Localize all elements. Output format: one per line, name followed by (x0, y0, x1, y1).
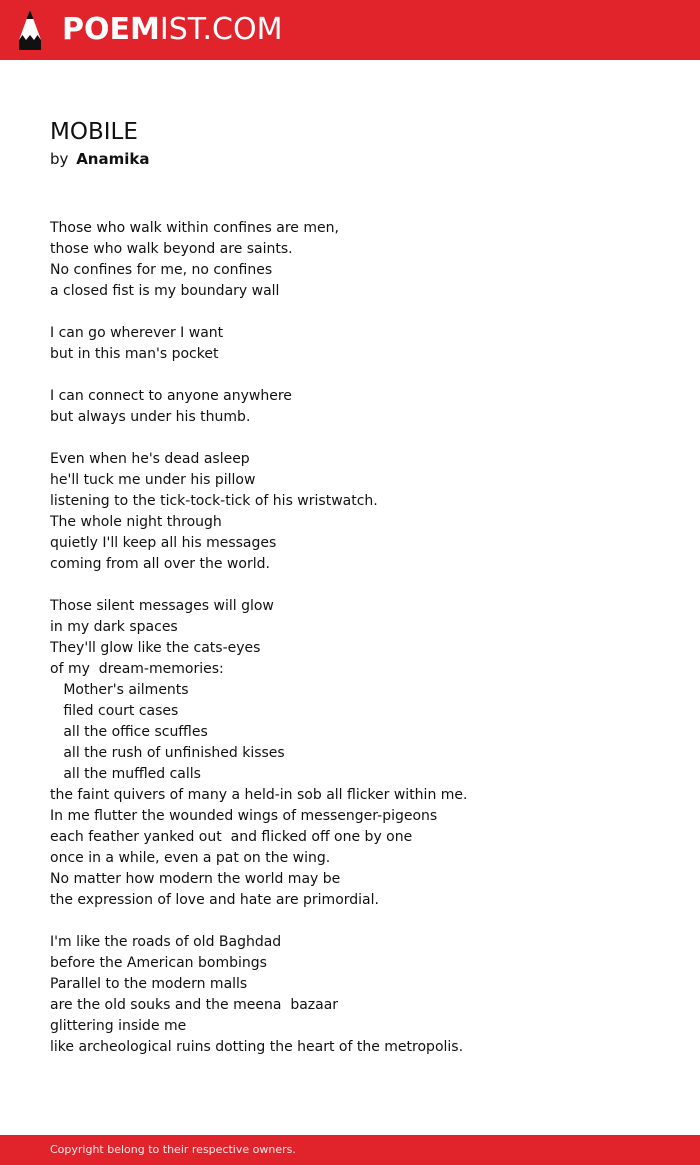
pencil-tip-icon[interactable] (18, 9, 42, 51)
poem-line: filed court cases (50, 703, 179, 719)
footer-copyright: Copyright belong to their respective owners. (50, 1143, 296, 1156)
poem-line: all the office scuffles (50, 724, 208, 740)
logo-brand-bold: POEM (62, 12, 160, 47)
stanza-break (50, 302, 670, 323)
poem-line: each feather yanked out and flicked off one by one (50, 829, 413, 845)
poem-line: like archeological ruins dotting the heart of the metropolis. (50, 1039, 464, 1055)
poem-line: Those who walk within confines are men, (50, 220, 339, 236)
stanza-break (50, 365, 670, 386)
poem-line: They'll glow like the cats-eyes (50, 640, 261, 656)
logo-brand-rest: IST.COM (159, 12, 283, 47)
poem-line: before the American bombings (50, 955, 267, 971)
poem-line: all the muffled calls (50, 766, 201, 782)
poem-line: Mother's ailments (50, 682, 189, 698)
poem-byline (50, 148, 149, 170)
poem-line: In me flutter the wounded wings of messenger-pigeons (50, 808, 438, 824)
poem-line: No confines for me, no confines (50, 262, 273, 278)
poem-line: I can connect to anyone anywhere (50, 388, 292, 404)
poem-line: the expression of love and hate are primordial. (50, 892, 379, 908)
poem-line: No matter how modern the world may be (50, 871, 341, 887)
poem-line: a closed fist is my boundary wall (50, 283, 280, 299)
site-footer (0, 1135, 700, 1165)
poem-line: Parallel to the modern malls (50, 976, 248, 992)
poem-line: are the old souks and the meena bazaar (50, 997, 339, 1013)
poem-line: I can go wherever I want (50, 325, 224, 341)
poem-line: I'm like the roads of old Baghdad (50, 934, 282, 950)
site-logo-link[interactable] (62, 12, 282, 48)
poem-line: coming from all over the world. (50, 556, 270, 572)
by-label: by (50, 150, 69, 168)
poem-line: once in a while, even a pat on the wing. (50, 850, 331, 866)
poem-line: The whole night through (50, 514, 222, 530)
poem-line: glittering inside me (50, 1018, 187, 1034)
poem-line: he'll tuck me under his pillow (50, 472, 256, 488)
poem-author: Anamika (76, 150, 150, 168)
poem-body (50, 218, 670, 1058)
poem-line: Even when he's dead asleep (50, 451, 250, 467)
poem-line: the faint quivers of many a held-in sob all flicker within me. (50, 787, 468, 803)
poem-line: those who walk beyond are saints. (50, 241, 293, 257)
poem-line: listening to the tick-tock-tick of his wristwatch. (50, 493, 378, 509)
site-header (0, 0, 700, 60)
poem-line: Those silent messages will glow (50, 598, 274, 614)
poem-line: but always under his thumb. (50, 409, 251, 425)
stanza-break (50, 428, 670, 449)
poem-line: but in this man's pocket (50, 346, 219, 362)
poem-line: quietly I'll keep all his messages (50, 535, 277, 551)
stanza-break (50, 575, 670, 596)
poem-line: of my dream-memories: (50, 661, 224, 677)
stanza-break (50, 911, 670, 932)
poem-line: in my dark spaces (50, 619, 178, 635)
poem-title: MOBILE (50, 119, 138, 145)
poem-line: all the rush of unfinished kisses (50, 745, 285, 761)
